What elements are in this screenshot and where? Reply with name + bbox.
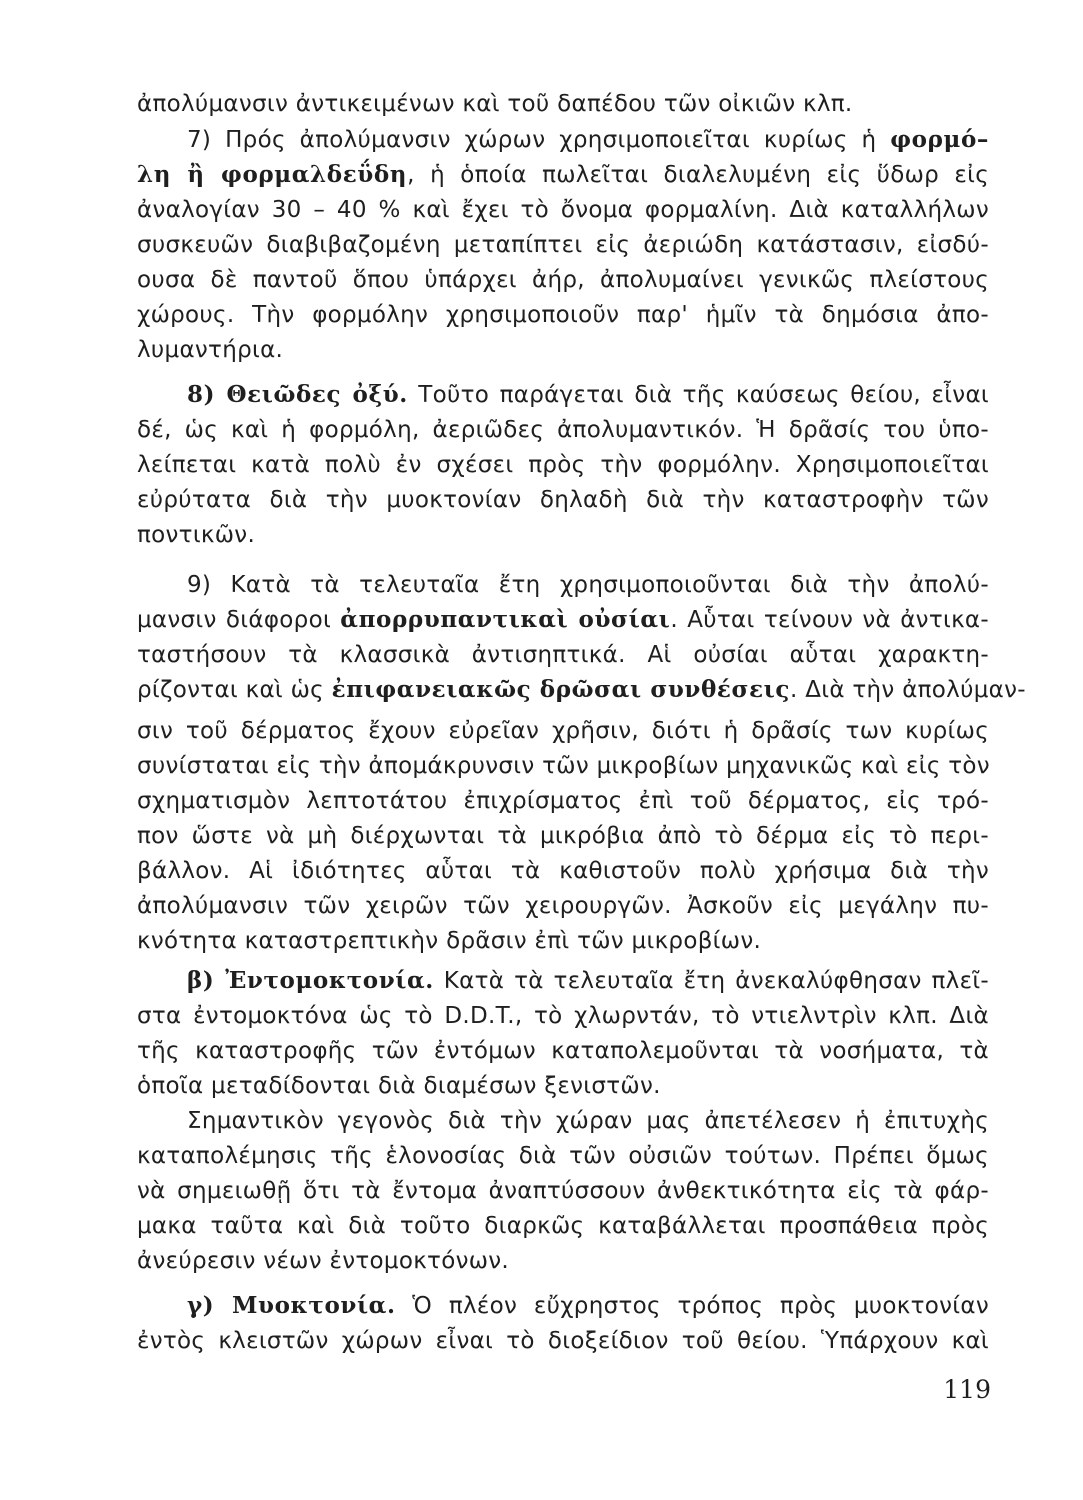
text-line [137,716,989,746]
text-run: καταπολέμησις τῆς ἑλονοσίας διὰ τῶν οὐσιῶν τούτων. Πρέπει ὅμως [137,1143,989,1169]
text-run: ἀπολύμανσιν ἀντικειμένων καὶ τοῦ δαπέδου τῶν οἰκιῶν κλπ. [137,91,853,117]
text-run: χώρους. Τὴν φορμόλην χρησιμοποιοῦν παρ' ἡμῖν τὰ δημόσια ἀπο- [137,302,989,328]
text-run: μακα ταῦτα καὶ διὰ τοῦτο διαρκῶς καταβάλλεται προσπάθεια πρὸς [137,1213,989,1239]
text-line [137,1141,989,1171]
text-line [187,125,989,155]
text-line [137,605,989,635]
text-line [137,300,989,330]
text-run: . Διὰ τὴν ἀπολύμαν- [790,677,1026,703]
text-run: ἀπολύμανσιν τῶν χειρῶν τῶν χειρουργῶν. Ἀσκοῦν εἰς μεγάλην πυ- [137,893,989,919]
text-run: ουσα δὲ παντοῦ ὅπου ὑπάρχει ἀήρ, ἀπολυμαίνει γενικῶς πλείστους [137,267,989,293]
text-line [137,1176,989,1206]
text-line [137,1036,989,1066]
text-run: πον ὥστε νὰ μὴ διέρχωνται τὰ μικρόβια ἀπὸ τὸ δέρμα εἰς τὸ περι- [137,823,989,849]
bold-term: ἀπορρυπαντικαὶ οὐσίαι [340,606,671,633]
text-run: κνότητα καταστρεπτικὴν δρᾶσιν ἐπὶ τῶν μικροβίων. [137,928,762,954]
text-line [137,1001,989,1031]
text-line [137,1211,989,1241]
text-line [137,856,989,886]
text-run: Κατὰ τὰ τελευταῖα ἔτη ἀνεκαλύφθησαν πλεῖ- [433,968,990,994]
text-line [137,1246,989,1276]
text-run: ποντικῶν. [137,522,256,548]
text-line [137,415,989,445]
text-run: . Αὗται τείνουν νὰ ἀντικα- [670,607,989,633]
text-run: σχηματισμὸν λεπτοτάτου ἐπιχρίσματος ἐπὶ τοῦ δέρματος, εἰς τρό- [137,788,989,814]
text-line [137,520,989,550]
text-run: , ἡ ὁποία πωλεῖται διαλελυμένη εἰς ὕδωρ εἰς [407,162,989,188]
text-run: ταστήσουν τὰ κλασσικὰ ἀντισηπτικά. Αἱ οὐσίαι αὗται χαρακτη- [137,642,989,668]
text-run: νὰ σημειωθῇ ὅτι τὰ ἔντομα ἀναπτύσσουν ἀνθεκτικότητα εἰς τὰ φάρ- [137,1178,989,1204]
text-line [137,821,989,851]
text-line [137,450,989,480]
text-run: στα ἐντομοκτόνα ὡς τὸ D.D.T., τὸ χλωρντάν, τὸ ντιελντρὶν κλπ. Διὰ [137,1003,989,1029]
text-run: ἀναλογίαν 30 – 40 % καὶ ἔχει τὸ ὄνομα φορμαλίνη. Διὰ καταλλήλων [137,197,989,223]
bold-term: β) Ἐντομοκτονία. [187,967,434,994]
text-line [137,265,989,295]
text-run: Σημαντικὸν γεγονὸς διὰ τὴν χώραν μας ἀπετέλεσεν ἡ ἐπιτυχὴς [187,1108,989,1134]
text-run: 7) Πρός ἀπολύμανσιν χώρων χρησιμοποιεῖται κυρίως ἡ [187,127,891,153]
text-line [137,786,989,816]
text-line [187,966,989,996]
text-run: συσκευῶν διαβιβαζομένη μεταπίπτει εἰς ἀεριώδη κατάστασιν, εἰσδύ- [137,232,989,258]
text-run: μανσιν διάφοροι [137,607,341,633]
text-run: εὐρύτατα διὰ τὴν μυοκτονίαν δηλαδὴ διὰ τὴν καταστροφὴν τῶν [137,487,989,513]
text-line [137,89,989,119]
text-line [137,891,989,921]
text-run: 9) Κατὰ τὰ τελευταῖα ἔτη χρησιμοποιοῦνται διὰ τὴν ἀπολύ- [187,572,989,598]
bold-term: 8) Θειῶδες ὀξύ. [187,381,408,408]
text-line [187,380,989,410]
text-run: συνίσταται εἰς τὴν ἀπομάκρυνσιν τῶν μικροβίων μηχανικῶς καὶ εἰς τὸν [137,753,990,779]
text-line [137,230,989,260]
text-run: σιν τοῦ δέρματος ἔχουν εὐρεῖαν χρῆσιν, διότι ἡ δρᾶσίς των κυρίως [137,718,989,744]
text-line [137,335,989,365]
text-run: ρίζονται καὶ ὡς [137,677,332,703]
text-run: ὁποῖα μεταδίδονται διὰ διαμέσων ξενιστῶν. [137,1073,661,1099]
bold-term: λη ἢ φορμαλδεΰδη [137,161,408,188]
text-run: Ὁ πλέον εὔχρηστος τρόπος πρὸς μυοκτονίαν [395,1293,989,1319]
bold-term: ἐπιφανειακῶς δρῶσαι συνθέσεις [331,676,790,703]
text-run: Τοῦτο παράγεται διὰ τῆς καύσεως θείου, εἶναι [407,382,989,408]
page-number: 119 [943,1375,991,1404]
text-run: λείπεται κατὰ πολὺ ἐν σχέσει πρὸς τὴν φορμόλην. Χρησιμοποιεῖται [137,452,989,478]
text-run: τῆς καταστροφῆς τῶν ἐντόμων καταπολεμοῦνται τὰ νοσήματα, τὰ [137,1038,989,1064]
text-run: βάλλον. Αἱ ἰδιότητες αὗται τὰ καθιστοῦν πολὺ χρήσιμα διὰ τὴν [137,858,989,884]
text-run: λυμαντήρια. [137,337,284,363]
text-run: ἀνεύρεσιν νέων ἐντομοκτόνων. [137,1248,510,1274]
text-run: δέ, ὡς καὶ ἡ φορμόλη, ἀεριῶδες ἀπολυμαντικόν. Ἡ δρᾶσίς του ὑπο- [137,417,989,443]
bold-term: γ) Μυοκτονία. [187,1292,396,1319]
text-line [137,160,989,190]
bold-term: φορμό– [890,126,989,153]
text-line [137,751,989,781]
text-line [137,1326,989,1356]
text-line [137,926,989,956]
text-line [187,1291,989,1321]
text-run: ἐντὸς κλειστῶν χώρων εἶναι τὸ διοξείδιον τοῦ θείου. Ὑπάρχουν καὶ [137,1328,989,1354]
text-line [137,1071,989,1101]
text-line [137,640,989,670]
text-line [137,485,989,515]
text-line [137,675,1026,705]
text-line [137,195,989,225]
text-line [187,570,989,600]
text-line [187,1106,989,1136]
